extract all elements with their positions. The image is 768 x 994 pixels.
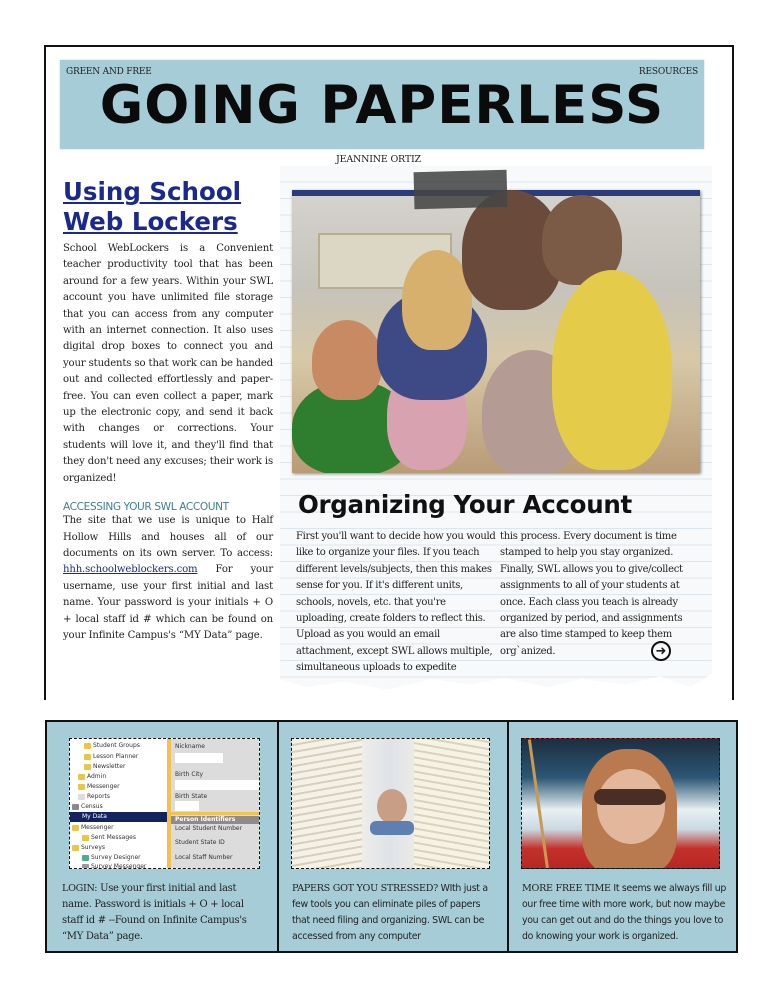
caption-text: Use your first initial and last name. Password is initials + O + local staff id # --Found on Infinite Campus's “MY Data” page. [62,883,247,942]
chart-icon [82,855,89,861]
man-shirt [370,821,414,835]
arrow-right-circle-icon[interactable] [651,641,671,661]
gear-icon [72,804,79,810]
tree-item: Survey Designer [91,854,141,861]
bottom-panels [45,720,738,953]
stressed-man-photo [291,738,490,869]
sunglasses [594,789,666,805]
caption-lead: LOGIN: [62,883,98,894]
panel-caption [292,881,497,945]
birth-state-field[interactable] [175,801,199,811]
form-label: Birth City [175,771,204,778]
form-label: Student State ID [175,839,225,846]
feature-column-1: First you'll want to decide how you would like to organize your files. If you teach different levels/subjects, then this makes sense for you. If it's different units, schools, novels, etc. that you're uploading, create folders to reflect this. Upload as you would an email attachment, except SWL allows multiple, simultaneous uploads to expedite [296,531,496,674]
note-icon [84,754,91,760]
man-head [377,789,407,824]
caption-text: It seems we always fill up our free time with more work, but now maybe you can get out and do the things you love to do knowing your work is organized. [522,883,727,942]
caption-text: WIth just a few tools you can eliminate piles of papers that need filing and organizing. SWL can be accessed from any computer [292,883,488,942]
folder-icon [78,784,85,790]
tree-item: Lesson Planner [93,753,139,760]
caption-lead: PAPERS GOT YOU STRESSED? [292,883,438,894]
arrow-glyph: ➜ [655,643,667,659]
survey-icon [82,864,89,870]
newsletter-title: GOING PAPERLESS [99,75,665,136]
data-form [167,739,259,868]
birth-city-field[interactable] [175,780,260,790]
form-label: Nickname [175,743,205,750]
form-label: Local Staff Number [175,854,233,861]
photo-person [312,320,382,400]
feature-column-2: this process. Every document is time stamped to help you stay organized. Finally, SWL allows you to give/collect assignments to all of your students at once. Each class you teach is already organized by period, and assignments are also time stamped to keep them org`anized. [500,531,683,657]
headline-line-2: Web Lockers [63,207,238,236]
tree-item: Sent Messages [91,834,136,841]
boat-rope [528,739,549,869]
panel-caption [62,881,267,945]
tree-item: Messenger [81,824,114,831]
tree-item: Admin [87,773,107,780]
infinite-campus-screenshot [69,738,260,869]
section-label-left: GREEN AND FREE [66,67,152,77]
tree-item: Census [81,803,103,810]
tree-item: Surveys [81,844,105,851]
tree-item: Reports [87,793,111,800]
form-label: Birth State [175,793,208,800]
group-icon [84,743,91,749]
caption-lead: MORE FREE TIME [522,883,611,894]
left-article [63,177,273,644]
form-divider [171,812,259,815]
paper-stack-right [414,739,489,869]
access-text: The site that we use is unique to Half Hollow Hills and houses all of our documents on its own server. To access: [63,515,273,559]
masthead [60,60,704,149]
panel-login [47,722,279,951]
woman-face [597,769,665,844]
access-text-2: For your username, use your first initial and last name. Your password is your initials + O + local staff id # which can be found on your Infinite Campus's “MY Data” page. [63,564,273,641]
tree-item: Survey Messenger [91,863,147,869]
folder-icon [72,825,79,831]
panel-caption [522,881,726,945]
access-paragraph [63,513,273,644]
tape-strip [414,170,508,209]
panel-stressed [277,722,509,951]
form-label: Local Student Number [175,825,243,832]
article-headline [63,177,273,237]
woman-on-boat-photo [521,738,720,869]
paper-stack-left [292,739,362,869]
note-icon [82,835,89,841]
navigation-tree [70,739,167,868]
tree-item-selected[interactable] [70,812,167,822]
group-photo [292,190,700,473]
tree-item: Newsletter [93,763,126,770]
panel-free-time [507,722,736,951]
feature-headline: Organizing Your Account [298,490,632,519]
article-body: School WebLockers is a Convenient teacher productivity tool that has been around for a few years. Within your SWL account you have unlimited file storage that you can access from any computer with an internet connection. It also uses digital drop boxes to connect you and your students so that work can be handed out and collected effortlessly and paper-free. You can even collect a paper, mark up the electronic copy, and send it back with changes or corrections. Your students will love it, and they'll find that they don't need any excuses; their work is organized! [63,243,273,484]
tree-item: Messenger [87,783,120,790]
nickname-field[interactable] [175,753,223,763]
section-label-right: RESOURCES [638,67,698,77]
tree-item: My Data [82,813,107,820]
note-icon [84,764,91,770]
folder-icon [78,774,85,780]
author-byline: JEANNINE ORTIZ [336,154,421,165]
document-icon [78,794,85,800]
folder-icon [72,845,79,851]
headline-line-1: Using School [63,177,242,206]
section-header: Person Identifiers [171,816,259,824]
swl-site-link[interactable]: hhh.schoolweblockers.com [63,564,198,576]
article-subhead: ACCESSING YOUR SWL ACCOUNT [63,501,229,514]
tree-item: Student Groups [93,742,140,749]
photo-person [552,270,672,470]
